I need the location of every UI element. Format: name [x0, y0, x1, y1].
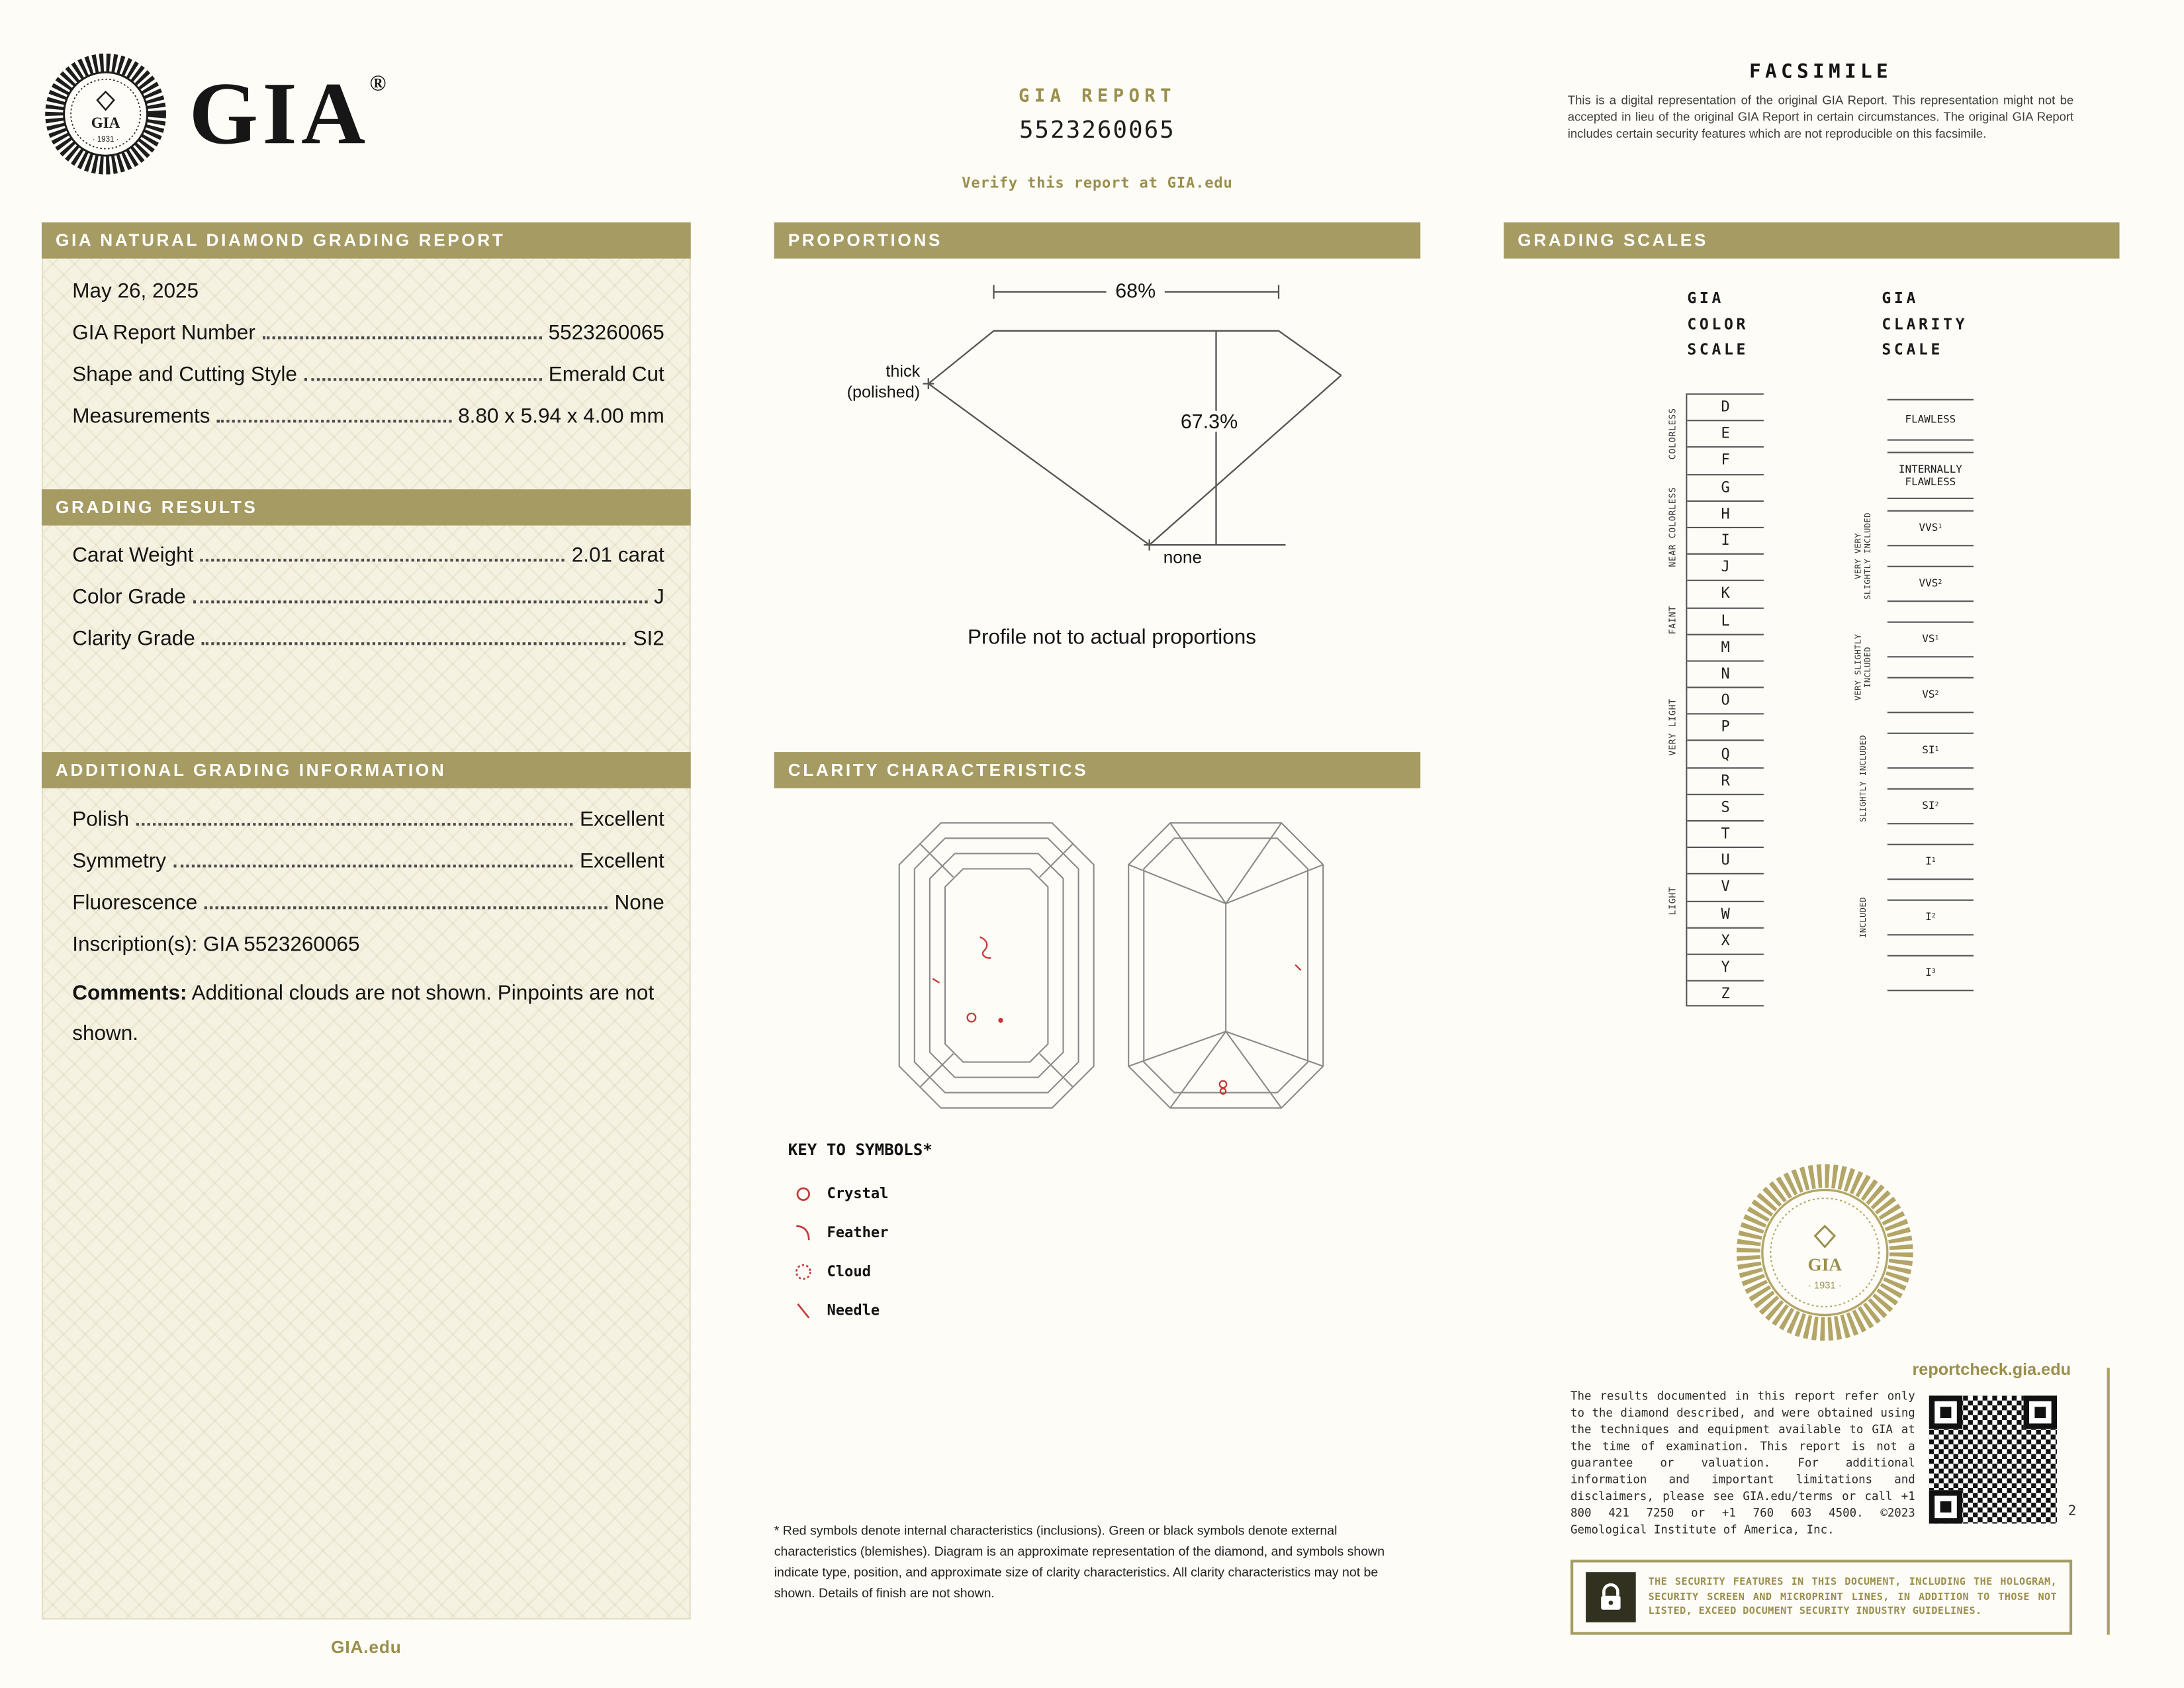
- color-grade-cell: I: [1687, 527, 1764, 553]
- dotted-leader: [217, 417, 451, 422]
- color-scale-table: [1662, 393, 1764, 1007]
- color-grade-cell: R: [1687, 767, 1764, 793]
- lock-icon: [1597, 1582, 1625, 1613]
- heading-line: GIA: [1882, 289, 1919, 308]
- key-label: Crystal: [827, 1186, 889, 1203]
- security-notice: [1570, 1560, 2072, 1634]
- color-group-very-light: [1662, 660, 1764, 793]
- facsimile-block: [1568, 61, 2073, 142]
- row-value: None: [614, 891, 664, 915]
- gia-starburst-seal: [1732, 1159, 1918, 1345]
- dotted-leader: [201, 556, 565, 561]
- list-item: [792, 1291, 888, 1331]
- color-grade-cell: P: [1687, 714, 1764, 740]
- grading-results-rows: [72, 531, 664, 656]
- clarity-grade-cell: VS 2: [1888, 677, 1974, 714]
- color-grade-cell: D: [1687, 393, 1764, 420]
- gia-logotype-text: GIA: [189, 64, 370, 163]
- table-row: [72, 795, 664, 837]
- section-header-grading-scales: GRADING SCALES: [1504, 222, 2119, 259]
- dotted-leader: [262, 334, 541, 339]
- results-disclaimer: The results documented in this report refer only to the diamond described, and were obtained using the techniques and equipment available to GIA at the time of examination. This report is not a guarantee or valuation. For additional information and important limitations and disclaimers, please see GIA.edu/terms or call +1 800 421 7250 or +1 760 603 4500. ©2023 Gemological Institute of America, Inc.: [1570, 1388, 1915, 1536]
- lock-icon-box: [1586, 1572, 1636, 1622]
- row-value: Emerald Cut: [548, 363, 664, 387]
- heading-line: SCALE: [1687, 341, 1749, 359]
- row-label: Shape and Cutting Style: [72, 363, 297, 387]
- row-value: 5523260065: [548, 321, 664, 345]
- registered-mark: ®: [369, 72, 387, 96]
- section-header-grading-results: GRADING RESULTS: [42, 489, 691, 526]
- key-label: Needle: [827, 1302, 880, 1319]
- clarity-grade-cell: I 1: [1888, 844, 1974, 880]
- color-group-label: NEAR COLORLESS: [1668, 487, 1678, 567]
- color-grade-cell: Z: [1687, 980, 1764, 1007]
- clarity-grade-cell: I 2: [1888, 900, 1974, 936]
- table-row: [72, 614, 664, 656]
- table-row: [72, 573, 664, 614]
- clarity-grade-cell: SI 2: [1888, 788, 1974, 825]
- row-value: Excellent: [579, 808, 664, 831]
- color-grade-cell: E: [1687, 420, 1764, 447]
- clarity-grade-cell: VVS 2: [1888, 566, 1974, 602]
- color-grade-cell: X: [1687, 927, 1764, 953]
- proportions-caption: Profile not to actual proportions: [967, 625, 1257, 649]
- row-label: Symmetry: [72, 849, 166, 873]
- table-row: [72, 531, 664, 573]
- clarity-grade-cell: I 3: [1888, 955, 1974, 992]
- culet-label: none: [1163, 547, 1203, 567]
- page-number: 2: [2068, 1504, 2077, 1520]
- clarity-grade-cell: VVS 1: [1888, 510, 1974, 547]
- section-header-clarity-characteristics: CLARITY CHARACTERISTICS: [774, 752, 1421, 788]
- report-label: GIA REPORT: [1019, 86, 1176, 107]
- dotted-leader: [136, 820, 573, 825]
- key-to-symbols-title: KEY TO SYMBOLS*: [788, 1139, 933, 1160]
- color-grade-cell: U: [1687, 847, 1764, 873]
- proportions-diagram: [786, 273, 1425, 592]
- table-row: [72, 350, 664, 392]
- row-value: 8.80 x 5.94 x 4.00 mm: [458, 404, 664, 428]
- row-label: Polish: [72, 808, 130, 831]
- heading-line: COLOR: [1687, 315, 1749, 334]
- facsimile-text: This is a digital representation of the original GIA Report. This representation might not be accepted in lieu of the original GIA Report in certain circumstances. The original GIA Report includes certain security features which are not reproducible on this facsimile.: [1567, 93, 2074, 141]
- color-grade-cell: H: [1687, 500, 1764, 526]
- dotted-leader: [193, 598, 647, 603]
- section-header-grading-report: GIA NATURAL DIAMOND GRADING REPORT: [42, 222, 691, 259]
- inclusion-marks-crown: [933, 937, 1002, 1022]
- row-value: 2.01 carat: [571, 543, 664, 567]
- inclusion-marks-pavilion: [1220, 964, 1301, 1094]
- table-row: [72, 308, 664, 350]
- color-group-light: [1662, 794, 1764, 1007]
- color-grade-cell: F: [1687, 447, 1764, 473]
- list-item: [792, 1252, 888, 1291]
- security-notice-text: THE SECURITY FEATURES IN THIS DOCUMENT, INCLUDING THE HOLOGRAM, SECURITY SCREEN AND MICROPRINT LINES, IN ADDITION TO THOSE NOT LISTED, EXCEED DOCUMENT SECURITY INDUSTRY GUIDELINES.: [1648, 1574, 2057, 1618]
- color-grade-cell: N: [1687, 660, 1764, 686]
- row-label: Color Grade: [72, 585, 186, 609]
- heading-line: SCALE: [1882, 341, 1944, 359]
- heading-line: CLARITY: [1882, 315, 1968, 334]
- dotted-leader: [205, 904, 608, 909]
- clarity-group-label: INCLUDED: [1860, 896, 1869, 939]
- color-grade-cell: Y: [1687, 953, 1764, 980]
- key-label: Cloud: [827, 1263, 871, 1281]
- needle-icon: [792, 1299, 815, 1322]
- row-label: Carat Weight: [72, 543, 194, 567]
- clarity-grade-cell: INTERNALLY FLAWLESS: [1888, 451, 1974, 498]
- color-grade-cell: S: [1687, 794, 1764, 820]
- color-group-faint: [1662, 580, 1764, 660]
- gia-logotype: [189, 64, 387, 163]
- color-grade-cell: W: [1687, 900, 1764, 927]
- color-grade-cell: T: [1687, 820, 1764, 847]
- clarity-scale-table: [1851, 399, 1990, 1011]
- key-to-symbols-list: [792, 1174, 888, 1330]
- report-header: [774, 86, 1421, 192]
- dotted-leader: [202, 639, 626, 645]
- dotted-leader: [304, 375, 541, 381]
- color-scale-heading: [1687, 287, 1749, 365]
- key-label: Feather: [827, 1225, 889, 1242]
- svg-text:GIA: GIA: [91, 114, 120, 132]
- color-group-label: LIGHT: [1668, 886, 1678, 915]
- qr-code: [1929, 1395, 2057, 1523]
- comments-label: Comments:: [72, 981, 187, 1006]
- row-label: Measurements: [72, 404, 210, 428]
- table-row: [72, 878, 664, 920]
- row-value: SI2: [633, 627, 664, 651]
- reportcheck-link[interactable]: reportcheck.gia.edu: [1912, 1359, 2071, 1380]
- crystal-icon: [792, 1183, 815, 1205]
- section-header-additional-info: ADDITIONAL GRADING INFORMATION: [42, 752, 691, 788]
- depth-percentage: 67.3%: [1180, 410, 1238, 433]
- table-percentage: 68%: [1115, 279, 1156, 303]
- row-label: Fluorescence: [72, 891, 198, 915]
- color-grade-cell: K: [1687, 580, 1764, 606]
- color-grade-cell: Q: [1687, 740, 1764, 767]
- clarity-footnote: * Red symbols denote internal characteristics (inclusions). Green or black symbols denote external characteristics (blemishes). Diagram is an approximate representation of the diamond, and symbols shown indicate type, position, and approximate size of clarity characteristics. All clarity characteristics may not be shown. Details of finish are not shown.: [774, 1523, 1385, 1601]
- girdle-label-line2: (polished): [846, 383, 921, 402]
- row-label: Clarity Grade: [72, 627, 195, 651]
- color-grade-cell: V: [1687, 874, 1764, 900]
- table-row: [72, 392, 664, 434]
- clarity-group-label: VERY VERY SLIGHTLY INCLUDED: [1855, 512, 1874, 600]
- clarity-grade-cell: SI 1: [1888, 733, 1974, 769]
- comments-text: Additional clouds are not shown. Pinpoints are not shown.: [72, 981, 655, 1046]
- cloud-icon: [792, 1261, 815, 1284]
- svg-text:· 1931 ·: · 1931 ·: [1807, 1280, 1842, 1291]
- row-label: GIA Report Number: [72, 321, 255, 345]
- report-date: May 26, 2025: [72, 279, 199, 303]
- row-value: J: [654, 585, 664, 609]
- list-item: [792, 1174, 888, 1213]
- feather-icon: [792, 1222, 815, 1244]
- additional-info-rows: [72, 795, 664, 1055]
- color-grade-cell: G: [1687, 473, 1764, 500]
- report-info-rows: [72, 267, 664, 434]
- clarity-grade-cell: VS 1: [1888, 622, 1974, 658]
- row-value: Excellent: [579, 849, 664, 873]
- gia-logo: [42, 50, 387, 178]
- comments: [72, 973, 664, 1055]
- facsimile-title: FACSIMILE: [1749, 61, 1892, 83]
- girdle-label-line1: thick: [886, 362, 921, 381]
- verify-report-link[interactable]: Verify this report at GIA.edu: [962, 175, 1233, 192]
- inscription-text: Inscription(s): GIA 5523260065: [72, 933, 360, 957]
- list-item: [792, 1213, 888, 1252]
- table-row: [72, 837, 664, 878]
- clarity-scale-heading: [1882, 287, 1968, 365]
- report-date-row: [72, 267, 664, 308]
- section-header-proportions: PROPORTIONS: [774, 222, 1421, 259]
- svg-text:GIA: GIA: [1807, 1254, 1843, 1275]
- color-group-label: COLORLESS: [1668, 407, 1678, 459]
- svg-text:· 1931 ·: · 1931 ·: [92, 136, 119, 144]
- gia-edu-link[interactable]: GIA.edu: [331, 1637, 402, 1658]
- color-grade-cell: L: [1687, 607, 1764, 633]
- vertical-accent-rule: [2107, 1368, 2110, 1634]
- color-grade-cell: J: [1687, 553, 1764, 580]
- color-group-colorless: [1662, 393, 1764, 473]
- clarity-grade-cell: FLAWLESS: [1888, 399, 1974, 441]
- color-grade-cell: M: [1687, 633, 1764, 660]
- color-group-label: VERY LIGHT: [1668, 698, 1678, 756]
- clarity-group-label: VERY SLIGHTLY INCLUDED: [1855, 633, 1874, 701]
- color-group-label: FAINT: [1668, 606, 1678, 635]
- gia-seal-icon: [42, 50, 169, 178]
- inscription-row: [72, 920, 664, 962]
- clarity-group-label: SLIGHTLY INCLUDED: [1860, 735, 1869, 822]
- clarity-plot-diagram: [823, 812, 1351, 1134]
- report-number: 5523260065: [1019, 117, 1175, 145]
- heading-line: GIA: [1687, 289, 1724, 308]
- color-grade-cell: O: [1687, 687, 1764, 714]
- dotted-leader: [173, 862, 572, 867]
